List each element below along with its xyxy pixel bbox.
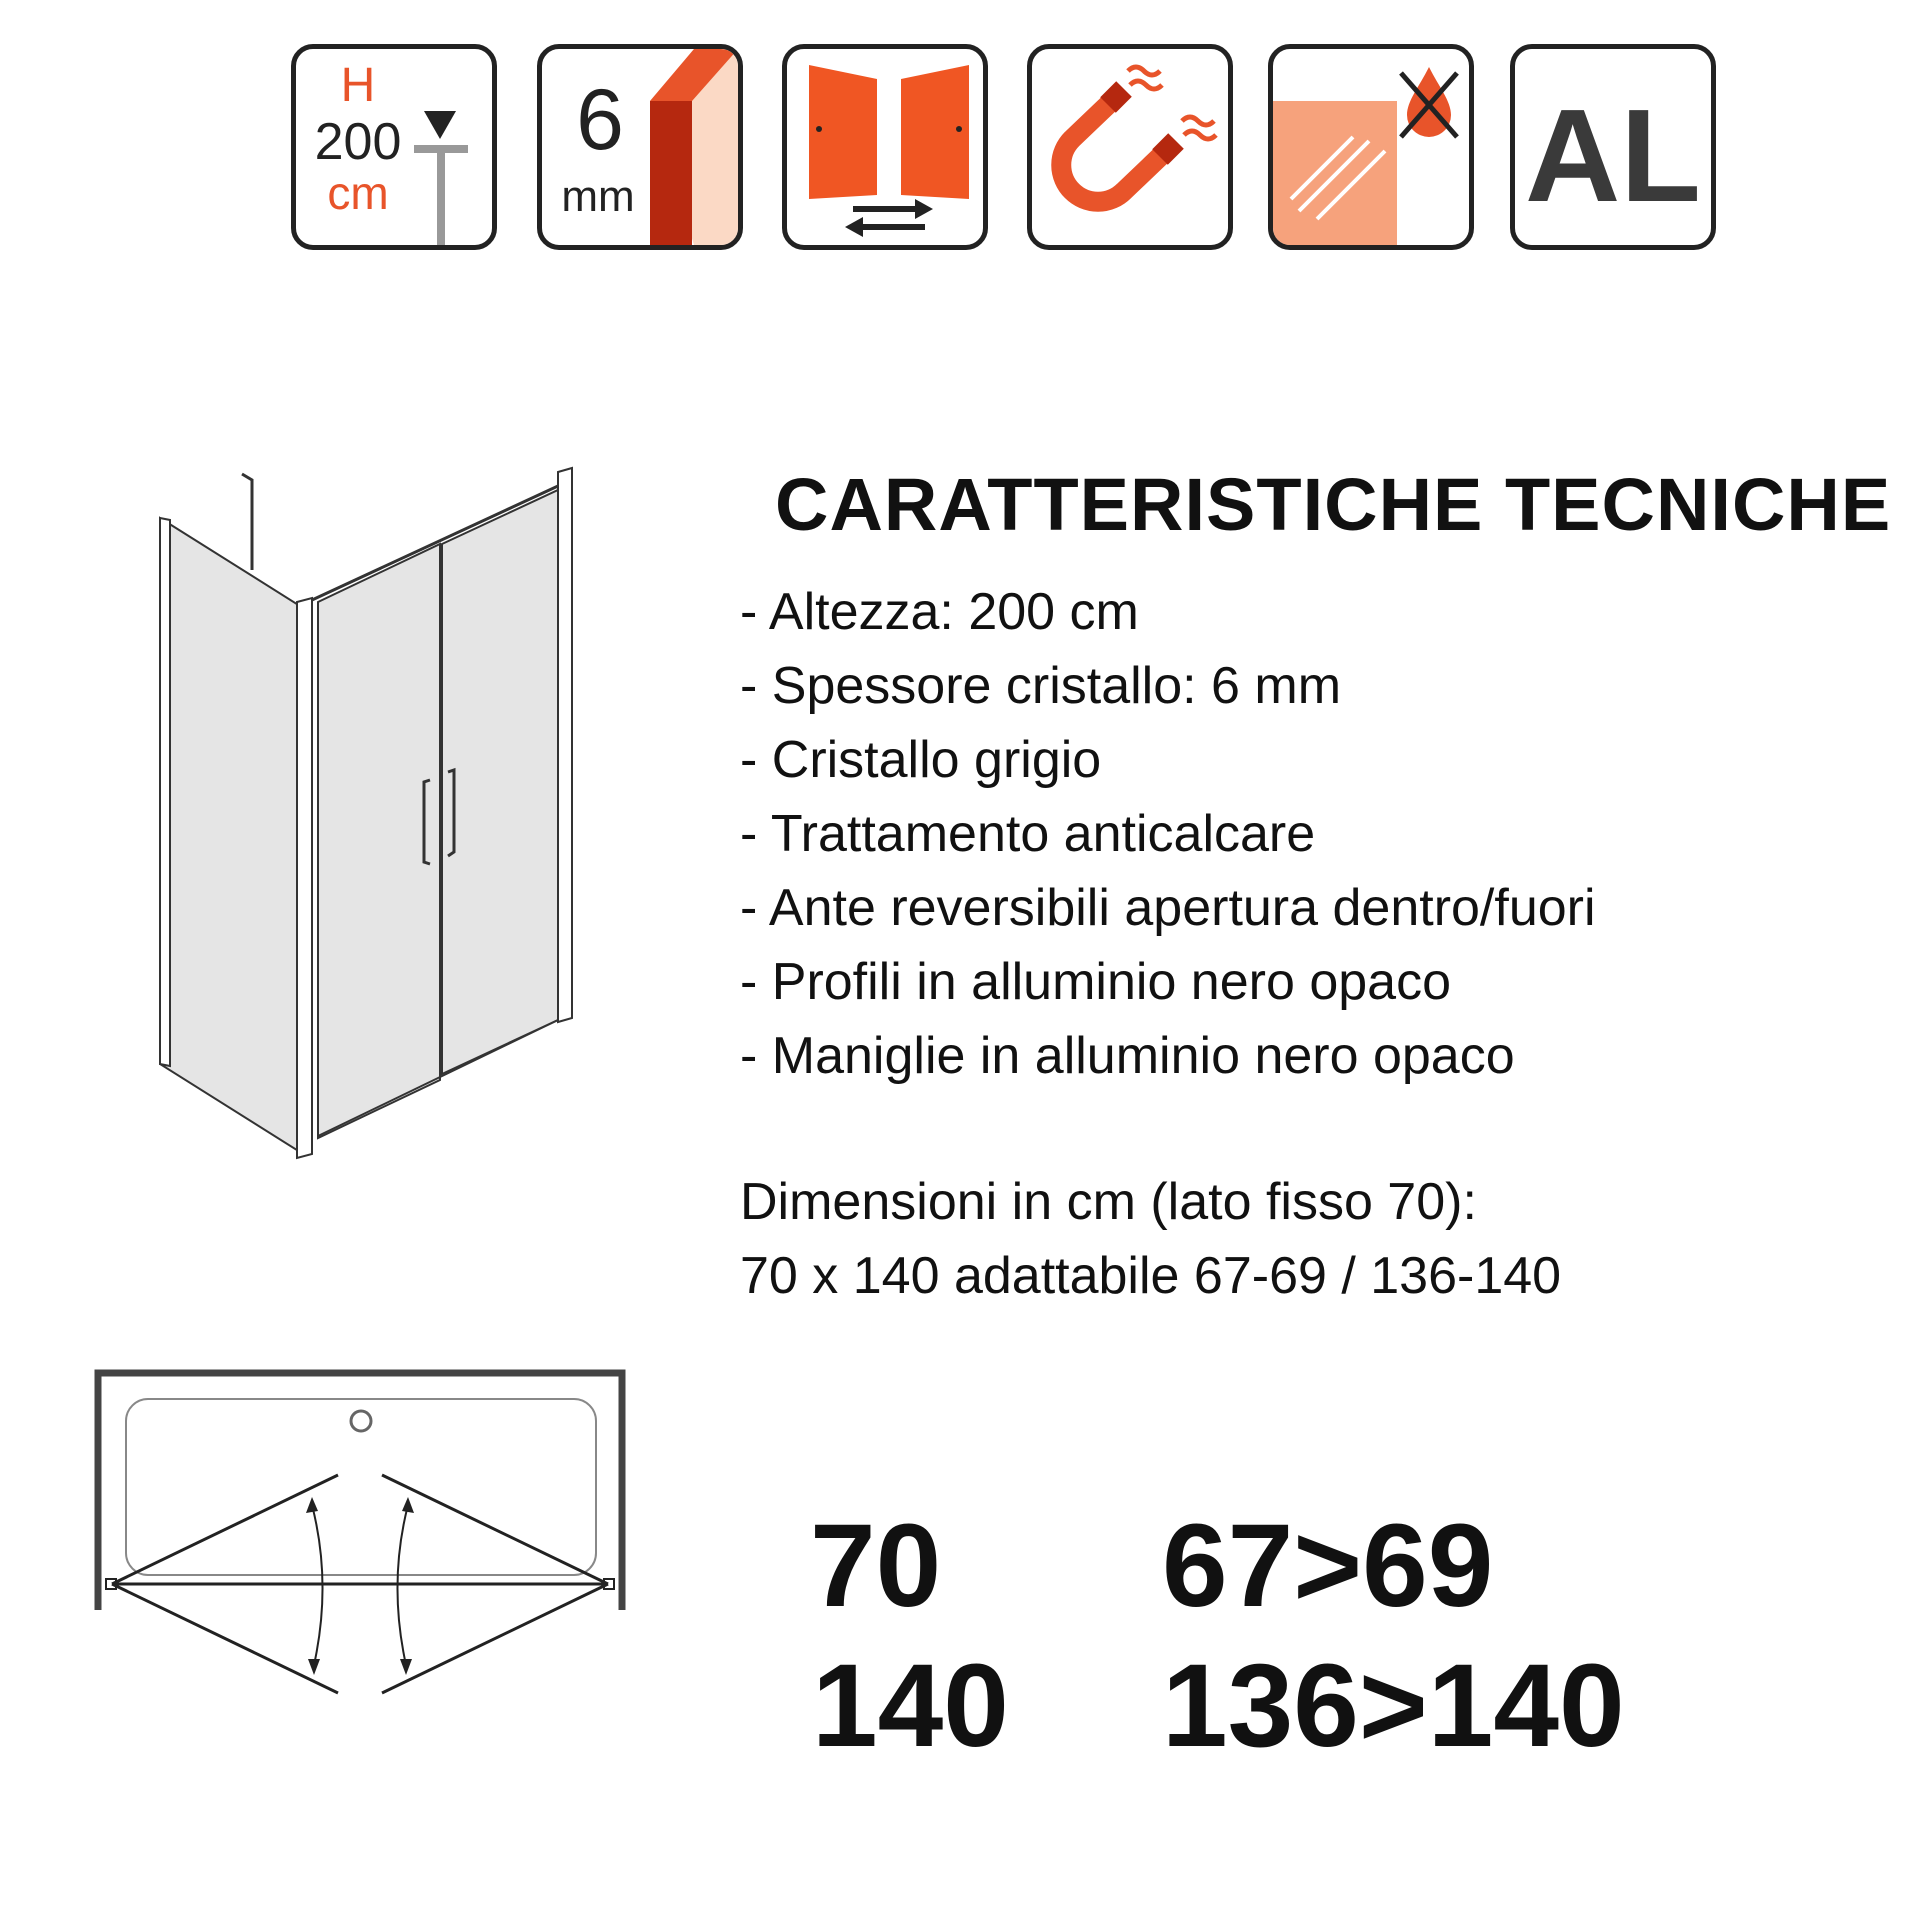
thickness-unit: mm [561, 172, 635, 221]
door-side-range: 136>140 [1162, 1640, 1625, 1772]
feature-item: - Profili in alluminio nero opaco [740, 953, 1452, 1011]
feature-item: - Ante reversibili apertura dentro/fuori [740, 879, 1596, 937]
height-200cm-icon [291, 44, 497, 250]
reversible-doors-icon [782, 44, 988, 250]
thickness-value: 6 [576, 72, 624, 168]
fixed-side-nominal: 70 [810, 1500, 942, 1632]
magnetic-closure-icon [1027, 44, 1233, 250]
height-value: 200 [314, 113, 402, 171]
feature-item: - Spessore cristallo: 6 mm [740, 657, 1342, 715]
aluminium-icon [1510, 44, 1716, 250]
height-letter: H [340, 59, 376, 112]
plan-view-diagram [90, 1365, 630, 1725]
fixed-side-range: 67>69 [1162, 1500, 1494, 1632]
feature-item: - Trattamento anticalcare [740, 805, 1316, 863]
shower-enclosure-illustration [140, 460, 600, 1180]
aluminium-label: AL [1525, 82, 1701, 229]
feature-item: - Maniglie in alluminio nero opaco [740, 1027, 1515, 1085]
glass-thickness-6mm-icon [537, 44, 743, 250]
feature-item: - Altezza: 200 cm [740, 583, 1139, 641]
height-unit: cm [327, 167, 389, 219]
door-side-nominal: 140 [812, 1640, 1009, 1772]
page-title: CARATTERISTICHE TECNICHE [775, 463, 1892, 546]
dimensions-heading: Dimensioni in cm (lato fisso 70): [740, 1173, 1477, 1231]
anti-limescale-icon [1268, 44, 1474, 250]
dimensions-line: 70 x 140 adattabile 67-69 / 136-140 [740, 1247, 1562, 1305]
feature-item: - Cristallo grigio [740, 731, 1102, 789]
